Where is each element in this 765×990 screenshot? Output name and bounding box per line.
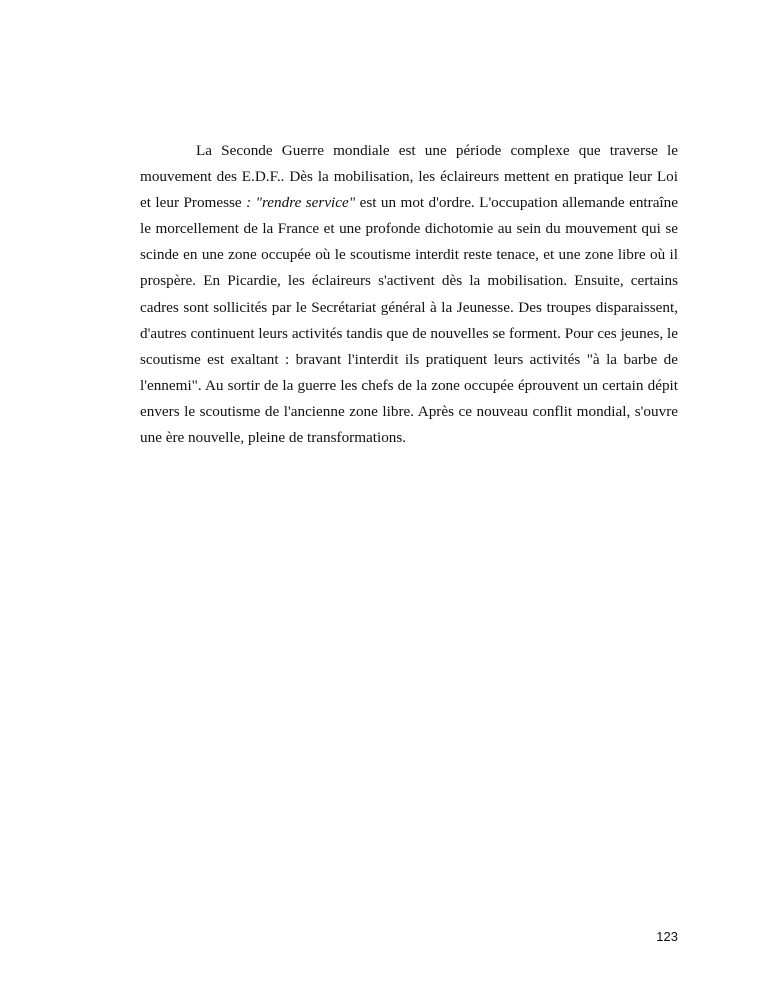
body-paragraph <box>140 138 678 451</box>
paragraph-text-start: La Seconde Guerre mondiale est une période complexe que traverse le mouvement des E.D.F.. Dès la mobilisation, les éclaireurs mettent en pratique leur Loi et leur Promesse <box>140 142 678 212</box>
page-number: 123 <box>656 929 678 944</box>
paragraph-text-end: est un mot d'ordre. L'occupation allemande entraîne le morcellement de la France et une profonde dichotomie au sein du mouvement qui se scinde en une zone occupée où le scoutisme interdit reste tenace, et une zone libre où il prospère. En Picardie, les éclaireurs s'activent dès la mobilisation. Ensuite, certains cadres sont sollicités par le Secrétariat général à la Jeunesse. Des troupes disparaissent, d'autres continuent leurs activités tandis que de nouvelles se forment. Pour ces jeunes, le scoutisme est exaltant : bravant l'interdit ils pratiquent leurs activités "à la barbe de l'ennemi". Au sortir de la guerre les chefs de la zone occupée éprouvent un certain dépit envers le scoutisme de l'ancienne zone libre. Après ce nouveau conflit mondial, s'ouvre une ère nouvelle, pleine de transformations. <box>140 194 678 447</box>
italic-quote: : "rendre service" <box>241 194 356 212</box>
